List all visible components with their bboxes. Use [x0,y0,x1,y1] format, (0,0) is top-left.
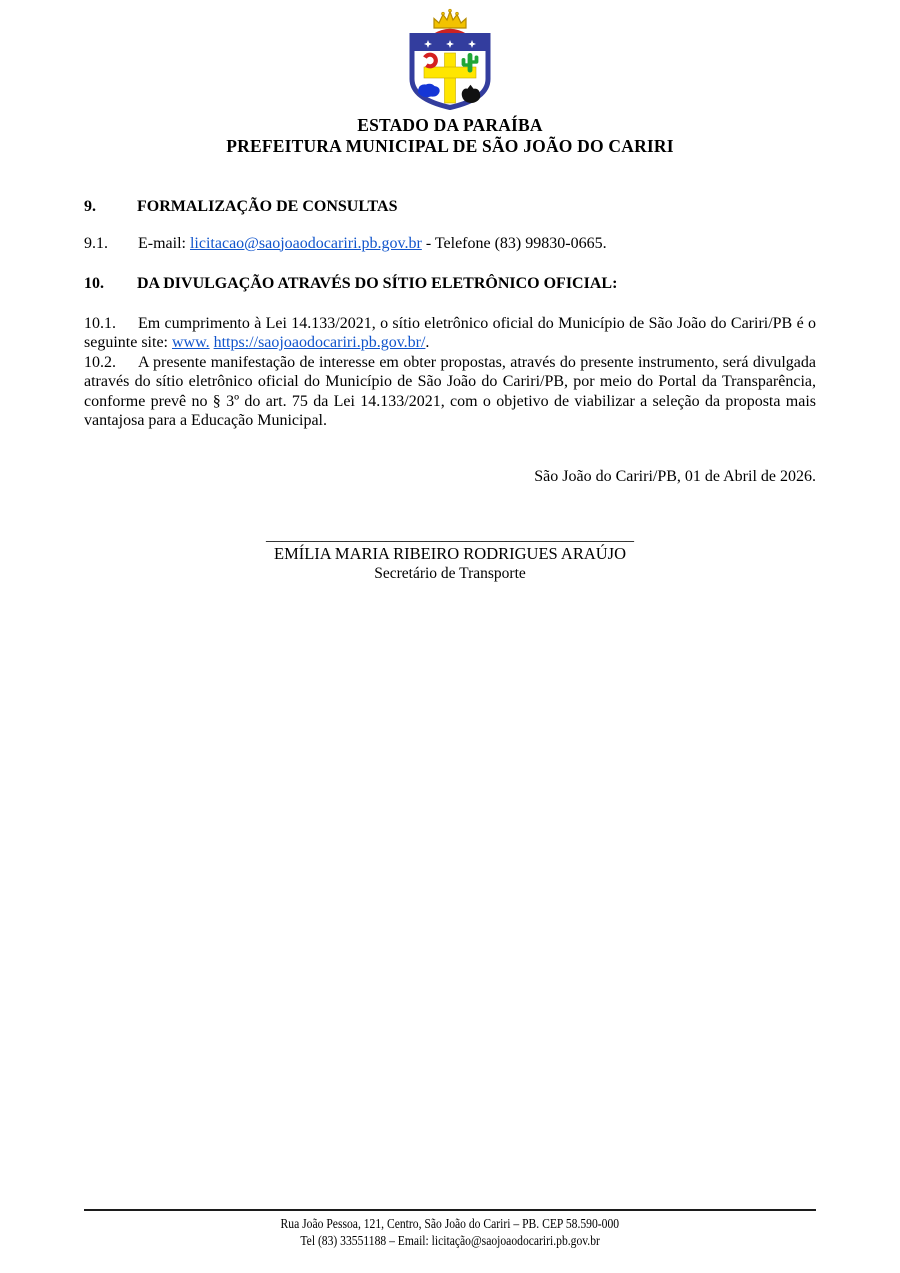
clause-9-1-text-after: - Telefone (83) 99830-0665. [421,234,607,252]
section-9-title: FORMALIZAÇÃO DE CONSULTAS [137,198,398,215]
header-state: ESTADO DA PARAÍBA [357,115,543,135]
section-10-title: DA DIVULGAÇÃO ATRAVÉS DO SÍTIO ELETRÔNICO OFICIAL: [137,275,618,292]
section-9-number: 9. [84,198,96,215]
clause-10-2-number: 10.2. [84,353,116,371]
clause-10-1 [84,314,816,353]
clause-10-1-text-after: . [425,334,430,351]
www-link[interactable]: www. [171,334,210,351]
document-header [0,115,900,157]
dateline: São João do Cariri/PB, 01 de Abril de 2026. [534,467,816,485]
signatory-name: EMÍLIA MARIA RIBEIRO RODRIGUES ARAÚJO [273,544,627,563]
clause-10-2-text: A presente manifestação de interesse em obter propostas, através do presente instrumento, será divulgada através do sítio eletrônico oficial do Município de São João do Cariri/PB, por meio do Portal da Transparência, conforme prevê no § 3º do art. 75 da Lei 14.133/2021, com o objetivo de viabilizar a seleção da proposta mais vantajosa para a Educação Municipal. [84,353,816,429]
clause-9-1-number: 9.1. [84,234,108,252]
footer-contact: Tel (83) 33551188 – Email: licitação@saojoaodocariri.pb.gov.br [300,1233,600,1248]
document-body [84,197,816,584]
footer-address: Rua João Pessoa, 121, Centro, São João do Cariri – PB. CEP 58.590-000 [280,1216,620,1231]
clause-10-2 [84,353,816,431]
signature-rule: ______________________________________________ [266,527,634,544]
clause-10-1-text-before: Em cumprimento à Lei 14.133/2021, o sítio eletrônico oficial do Município de São João do Cariri/PB é o seguinte site: [84,314,816,351]
footer-address-line [84,1215,816,1232]
footer-contact-line [84,1232,816,1249]
section-10-number: 10. [84,275,104,292]
crown-shape [434,12,466,29]
email-link[interactable]: licitacao@saojoaodocariri.pb.gov.br [189,234,422,252]
clause-10-1-number: 10.1. [84,314,116,332]
clause-9-1-text-before: E-mail: [138,234,190,252]
signature-block [84,528,816,584]
coat-of-arms [0,7,900,115]
header-municipality: PREFEITURA MUNICIPAL DE SÃO JOÃO DO CARIRI [226,136,674,156]
section-10-heading [84,274,816,294]
page-footer [84,1209,816,1249]
clause-9-1 [84,234,816,254]
coat-of-arms-icon [404,7,496,110]
section-9-heading [84,197,816,217]
site-url-link[interactable]: https://saojoaodocariri.pb.gov.br/ [213,334,426,351]
signatory-role: Secretário de Transporte [374,565,526,582]
